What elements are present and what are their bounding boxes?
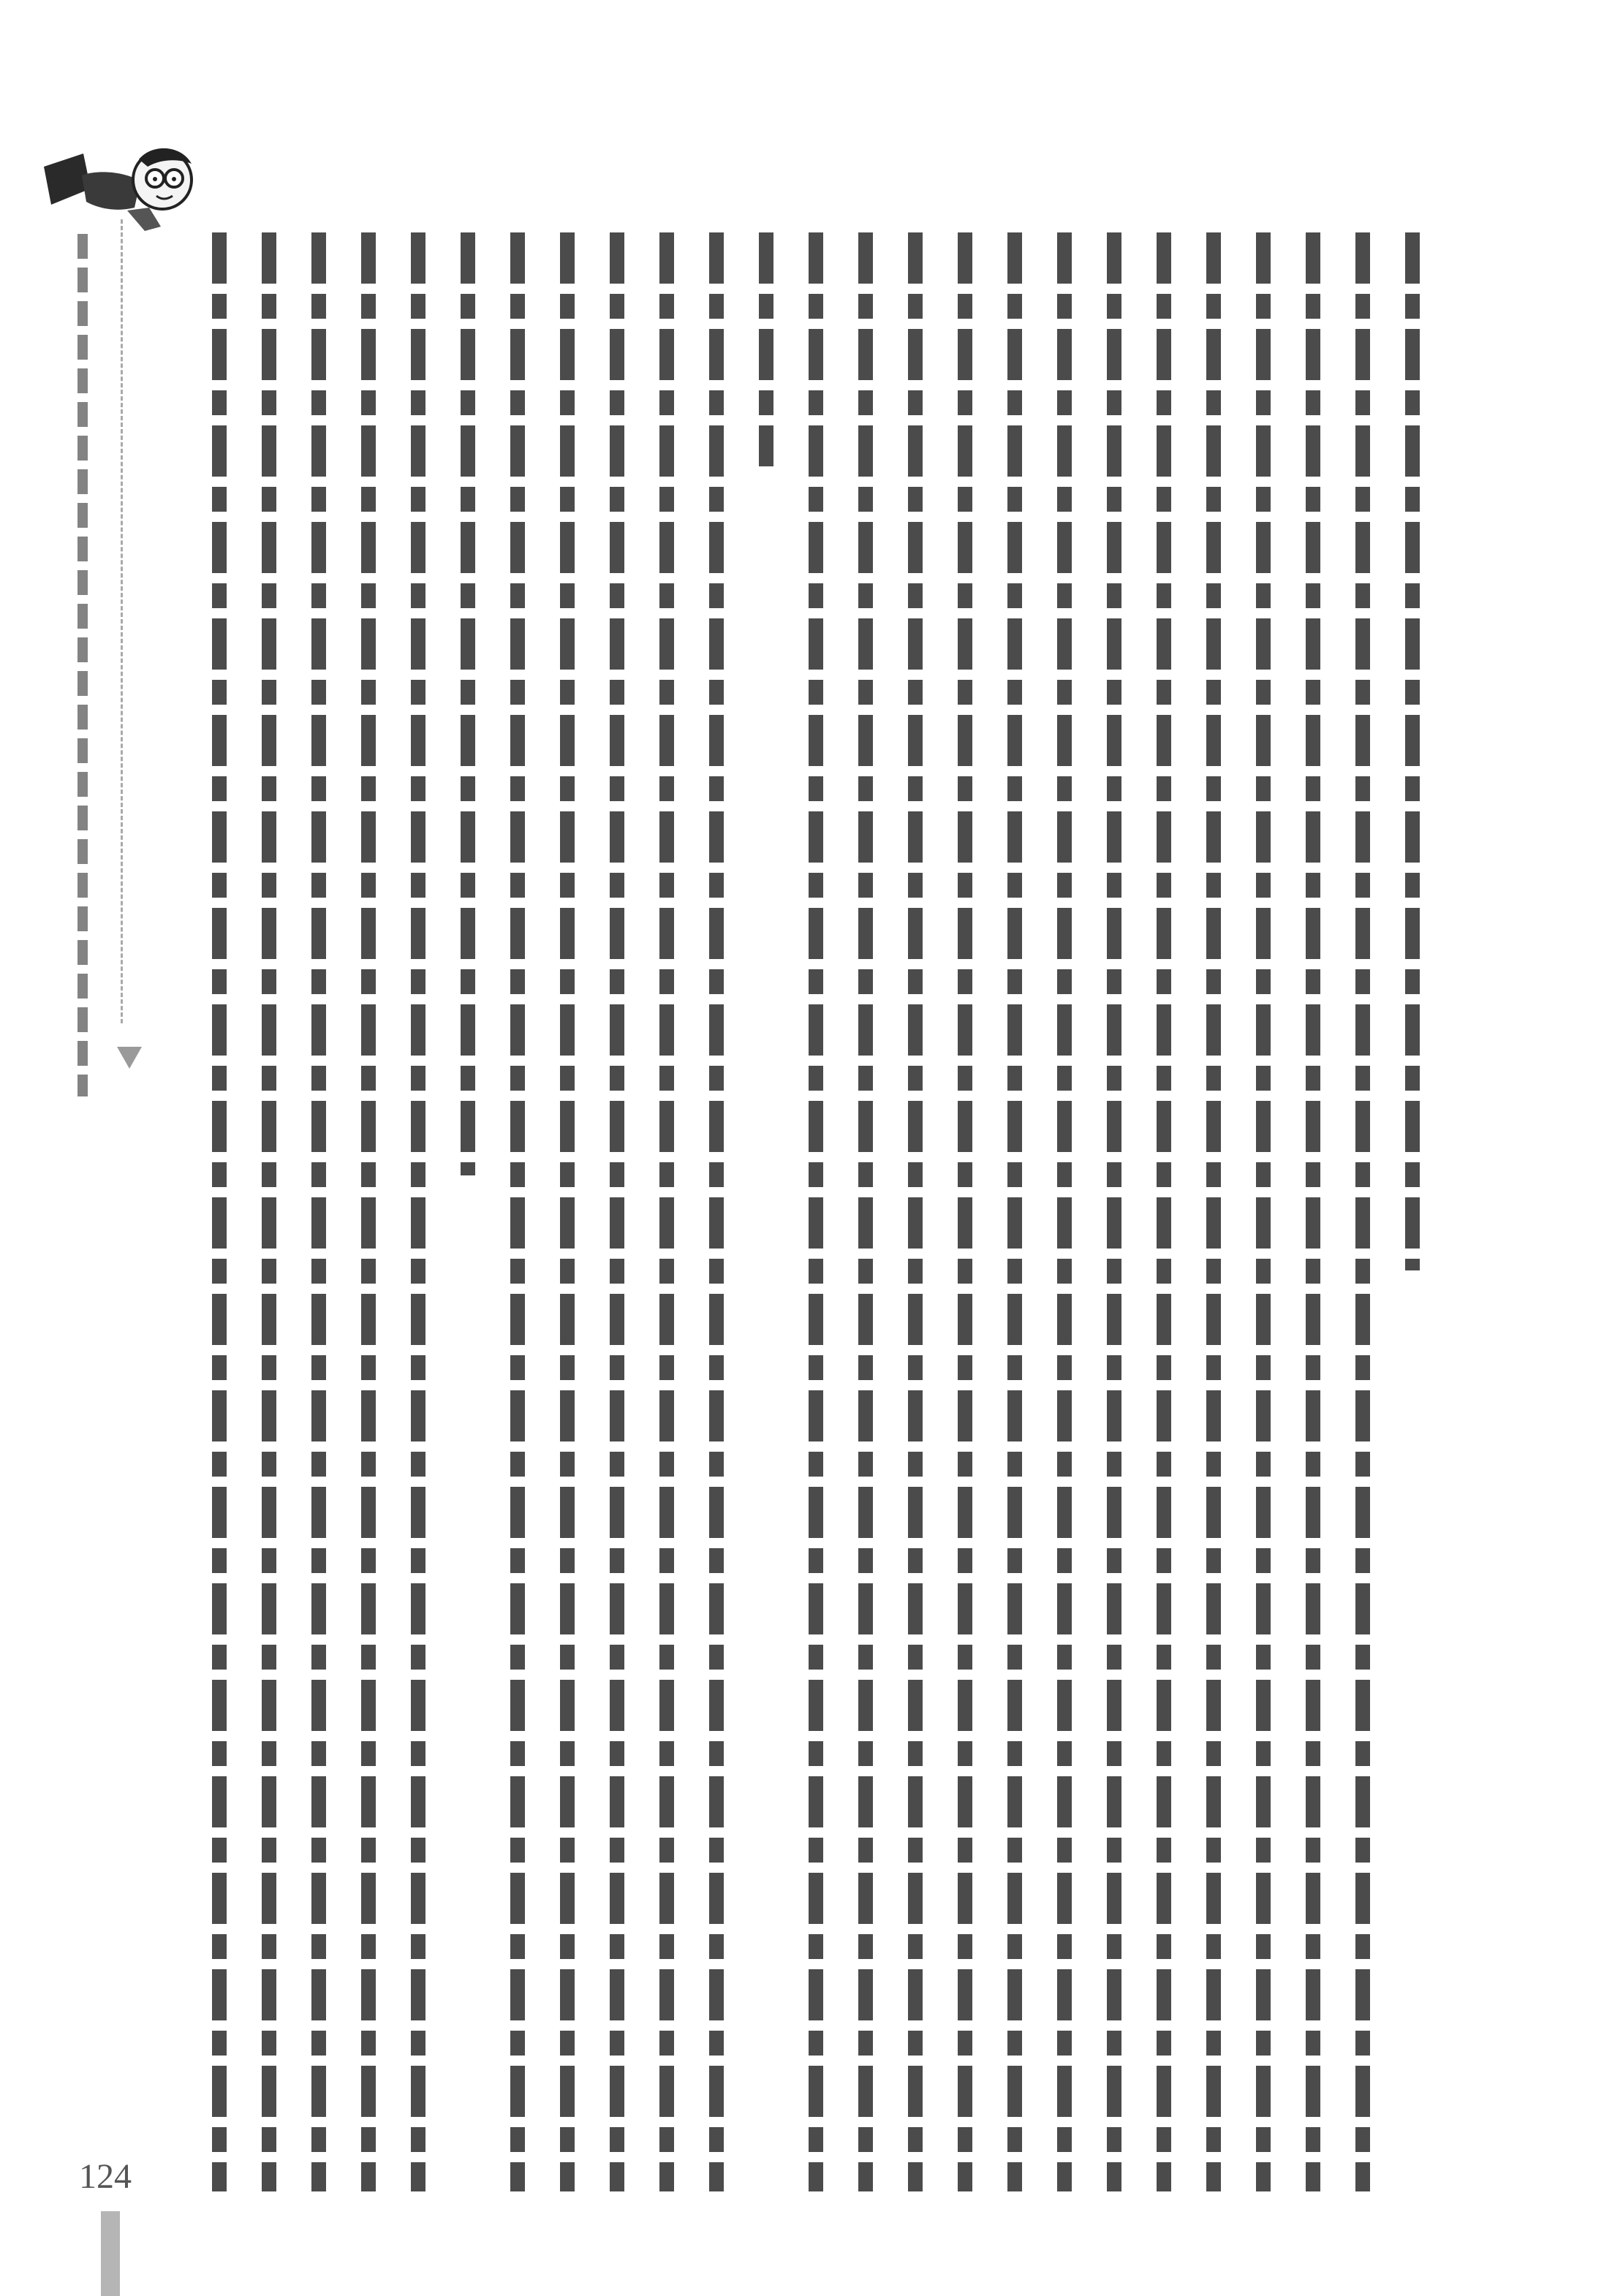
running-head <box>73 234 92 1096</box>
page-number: 124 <box>79 2157 132 2196</box>
triangle-down-icon <box>117 1047 142 1069</box>
body-text <box>197 232 1396 2265</box>
running-head-line <box>77 234 88 1096</box>
dashed-rule <box>121 219 123 1023</box>
page-edge-tab <box>101 2211 120 2296</box>
